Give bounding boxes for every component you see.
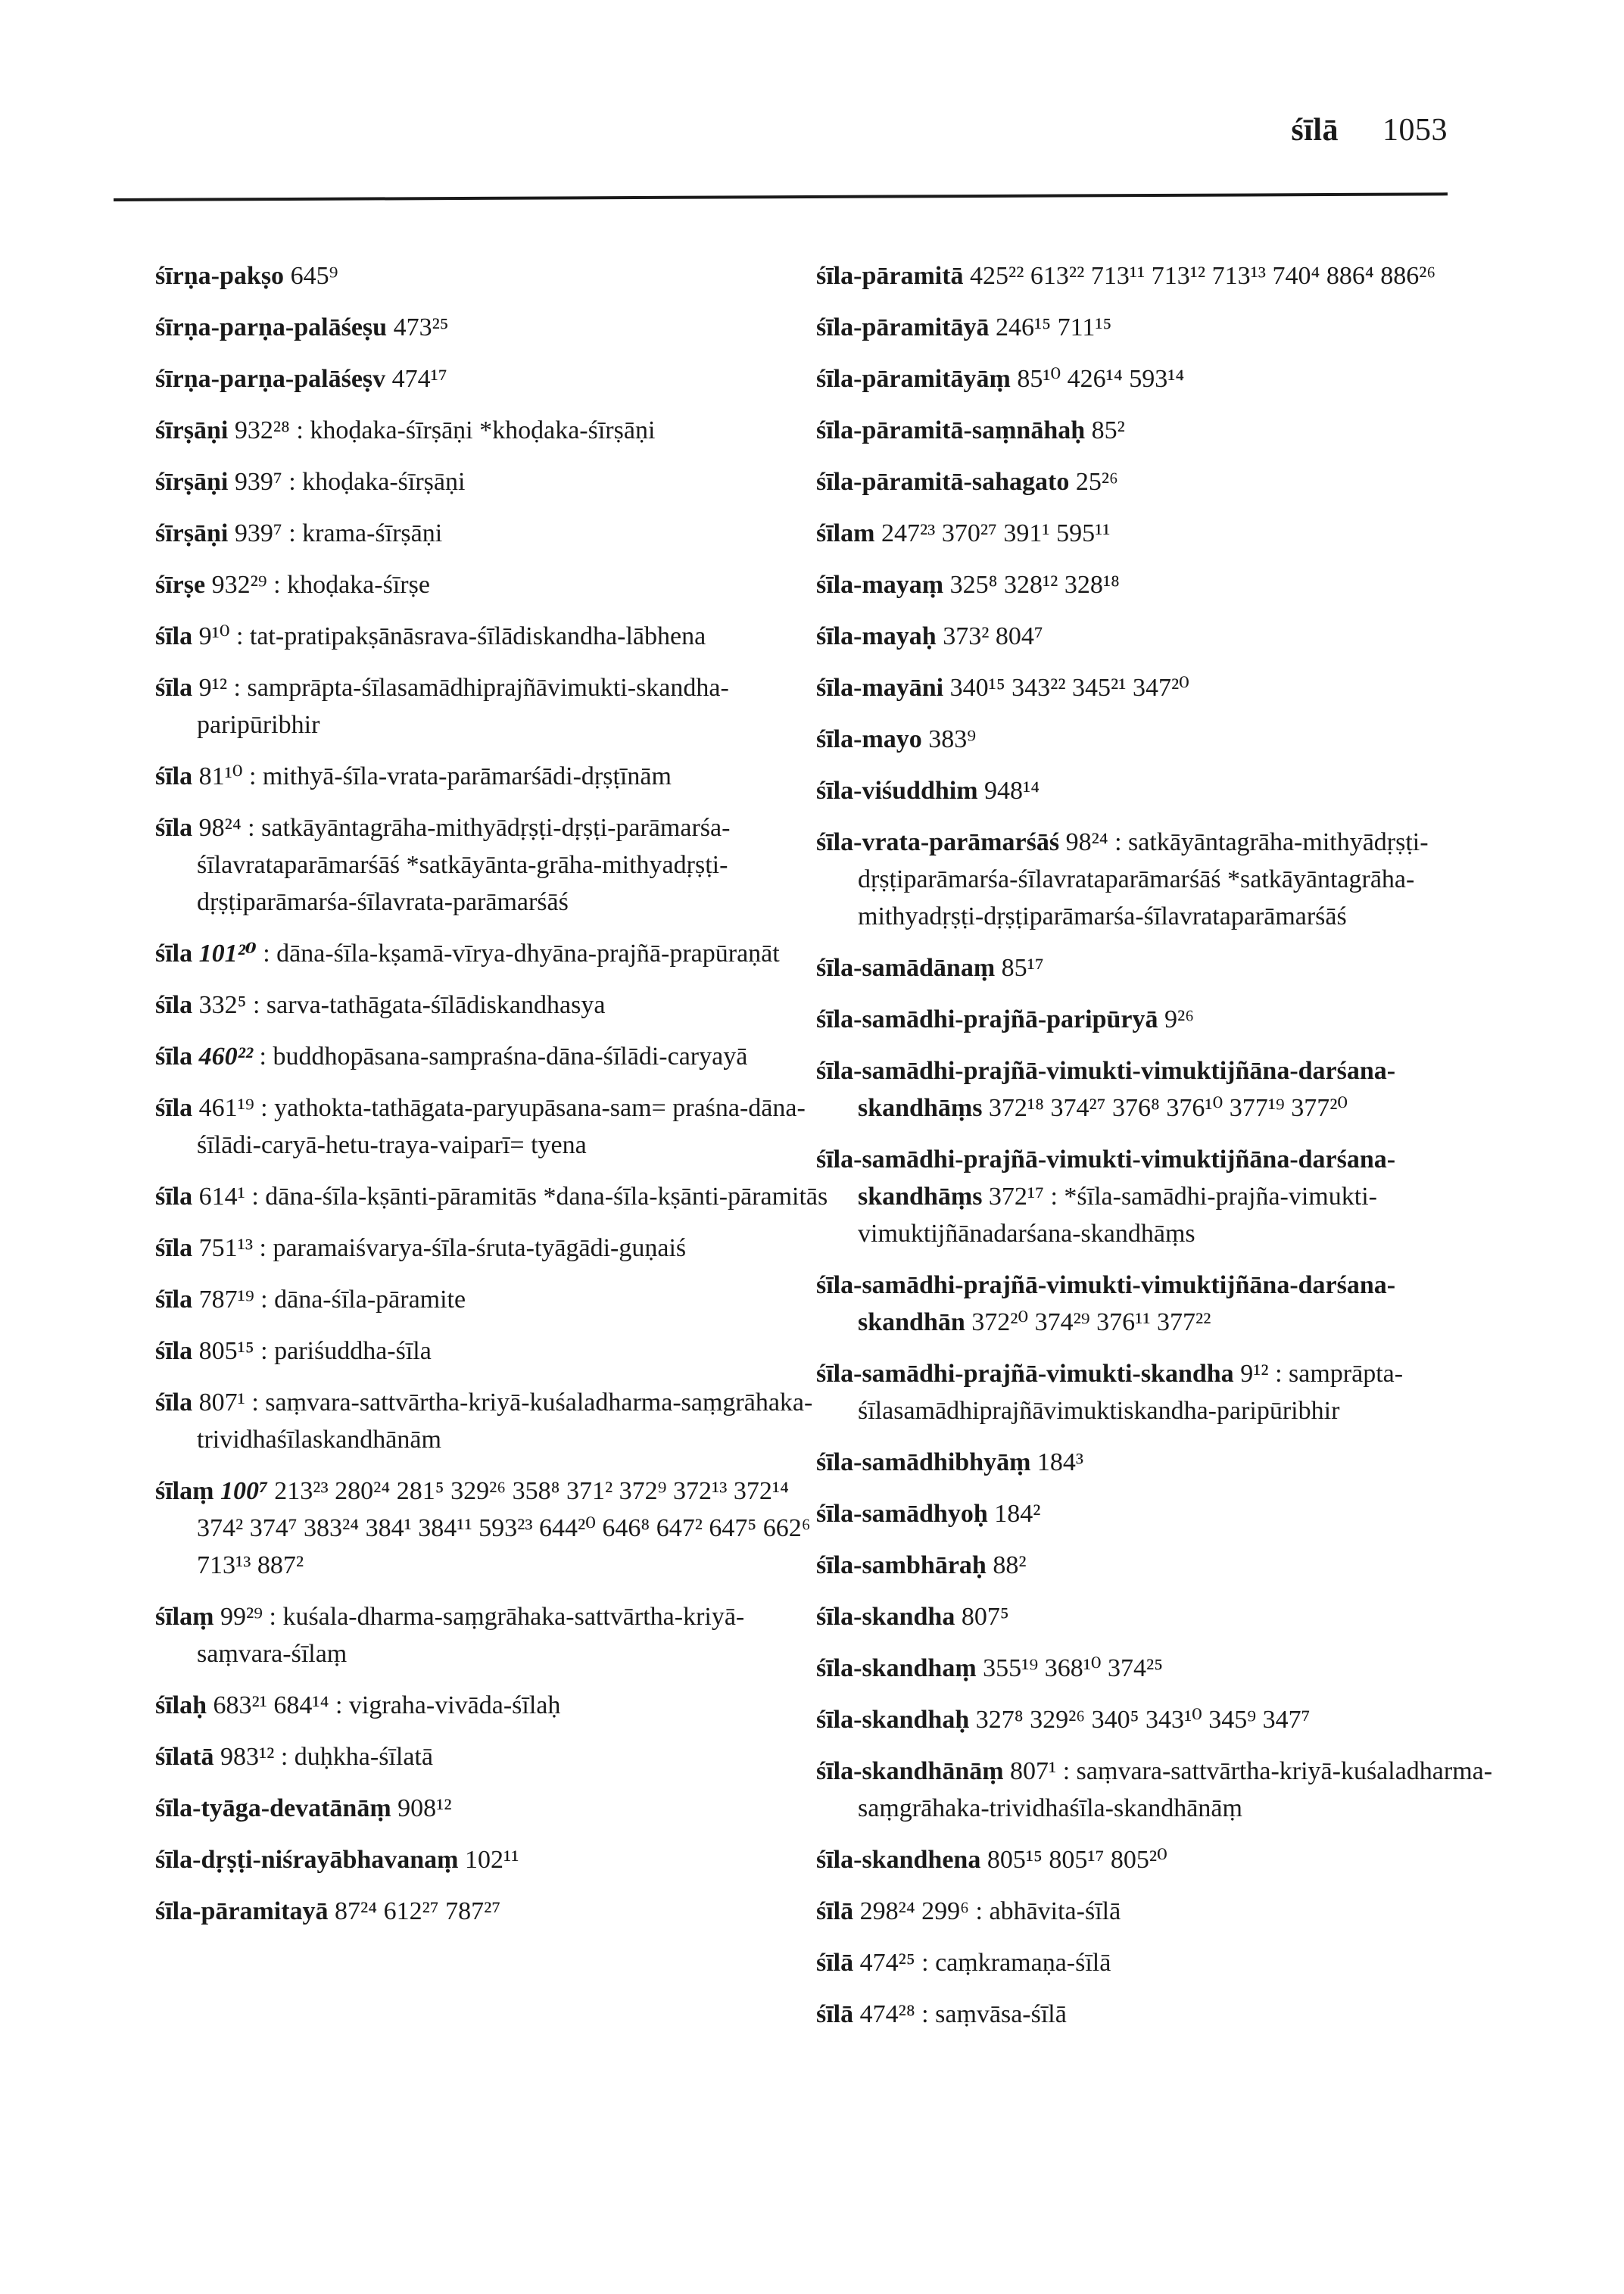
index-entry xyxy=(155,1332,837,1370)
index-entry xyxy=(155,1281,837,1318)
entry-references: 473²⁵ xyxy=(393,313,449,341)
index-entry xyxy=(816,1893,1498,1930)
entry-references: 88² xyxy=(993,1551,1027,1579)
index-entry xyxy=(816,1701,1498,1738)
entry-headword: śīrṣāṇi xyxy=(155,468,229,496)
entry-headword: śīla-samādhibhyāṃ xyxy=(816,1448,1031,1476)
entry-headword: śīla-samādhi-prajñā-paripūryā xyxy=(816,1005,1158,1033)
entry-headword: śīrṣāṇi xyxy=(155,519,229,547)
index-entry xyxy=(816,1841,1498,1878)
index-entry xyxy=(155,618,837,655)
index-entry xyxy=(155,1384,837,1458)
index-entry xyxy=(816,1052,1498,1127)
index-entry xyxy=(155,1893,837,1930)
index-entry xyxy=(816,309,1498,346)
index-entry xyxy=(155,463,837,500)
entry-headword: śīla-skandhaḥ xyxy=(816,1706,970,1734)
entry-headword: śīla-skandha xyxy=(816,1603,955,1631)
entry-headword: śīla xyxy=(155,674,193,702)
entry-headword: śīla xyxy=(155,1234,193,1262)
entry-references: 939⁷ : khoḍaka-śīrṣāṇi xyxy=(234,468,466,496)
entry-references: 340¹⁵ 343²² 345²¹ 347²⁰ xyxy=(949,674,1189,702)
entry-headword: śīla-samādhyoḥ xyxy=(816,1500,988,1528)
entry-references: 372²⁰ 374²⁹ 376¹¹ 377²² xyxy=(971,1308,1211,1336)
entry-references: 614¹ : dāna-śīla-kṣānti-pāramitās *dana-śīla-kṣānti-pāramitās xyxy=(198,1183,828,1211)
entry-references: 807¹ : saṃvara-sattvārtha-kriyā-kuśaladharma-saṃgrāhaka-trividhaśīlaskandhānām xyxy=(197,1389,813,1454)
entry-references: 9¹⁰ : tat-pratipakṣānāsrava-śīlādiskandha-lābhena xyxy=(198,622,706,650)
entry-headword: śīlaṃ xyxy=(155,1603,214,1631)
entry-headword: śīla xyxy=(155,940,193,968)
entry-references: 461¹⁹ : yathokta-tathāgata-paryupāsana-sam= praśna-dāna-śīlādi-caryā-hetu-traya-vaiparī= tyena xyxy=(197,1094,806,1159)
index-entry xyxy=(155,1841,837,1878)
entry-references: : dāna-śīla-kṣamā-vīrya-dhyāna-prajñā-prapūraṇāt xyxy=(256,940,780,968)
entry-headword: śīrṣāṇi xyxy=(155,416,229,444)
entry-edition-ref: 101²⁰ xyxy=(198,940,257,968)
index-entry xyxy=(155,309,837,346)
entry-references: 98²⁴ : satkāyāntagrāha-mithyādṛṣṭi-dṛṣṭiparāmarśa-śīlavrataparāmarśāś *satkāyāntagrāha-mithyadṛṣṭi-dṛṣṭiparāmarśa-śīlavrataparāmarśāś xyxy=(858,828,1429,930)
index-entry xyxy=(155,1089,837,1164)
entry-headword: śīla-sambhāraḥ xyxy=(816,1551,987,1579)
entry-headword: śīla xyxy=(155,991,193,1019)
entry-references: 474²⁸ : saṃvāsa-śīlā xyxy=(859,2000,1067,2028)
entry-references: 327⁸ 329²⁶ 340⁵ 343¹⁰ 345⁹ 347⁷ xyxy=(975,1706,1311,1734)
entry-references: 948¹⁴ xyxy=(984,777,1040,805)
index-entry xyxy=(816,1944,1498,1981)
entry-references: 99²⁹ : kuśala-dharma-saṃgrāhaka-sattvārtha-kriyā-saṃvara-śīlaṃ xyxy=(197,1603,745,1668)
entry-headword: śīla-pāramitā-saṃnāhaḥ xyxy=(816,416,1086,444)
entry-references: 246¹⁵ 711¹⁵ xyxy=(996,313,1112,341)
entry-references: 85¹⁰ 426¹⁴ 593¹⁴ xyxy=(1017,365,1185,393)
entry-references: : buddhopāsana-sampraśna-dāna-śīlādi-caryayā xyxy=(253,1043,748,1071)
index-entry xyxy=(155,360,837,397)
index-entry xyxy=(155,758,837,795)
page-number: 1053 xyxy=(1382,113,1448,148)
index-entry xyxy=(816,824,1498,935)
index-entry xyxy=(155,809,837,921)
index-entry xyxy=(816,515,1498,552)
entry-edition-ref: 100⁷ xyxy=(220,1477,268,1505)
entry-references: 85² xyxy=(1091,416,1125,444)
index-entry xyxy=(816,949,1498,986)
index-entry xyxy=(816,618,1498,655)
index-entry xyxy=(816,772,1498,809)
index-entry xyxy=(816,1495,1498,1532)
index-entry xyxy=(155,1687,837,1724)
index-entry xyxy=(816,721,1498,758)
entry-references: 184³ xyxy=(1036,1448,1084,1476)
entry-references: 373² 804⁷ xyxy=(943,622,1043,650)
entry-references: 9¹² : samprāpta-śīlasamādhiprajñāvimuktiskandha-paripūribhir xyxy=(858,1360,1404,1425)
entry-references: 807⁵ xyxy=(961,1603,1009,1631)
entry-headword: śīla-samādhi-prajñā-vimukti-vimuktijñāna-darśana-skandhāṃs xyxy=(816,1057,1396,1122)
entry-headword: śīrṣe xyxy=(155,571,206,599)
index-entry xyxy=(816,412,1498,449)
entry-headword: śīla-mayaṃ xyxy=(816,571,944,599)
entry-references: 805¹⁵ 805¹⁷ 805²⁰ xyxy=(987,1846,1167,1874)
entry-references: 474¹⁷ xyxy=(391,365,447,393)
index-entry xyxy=(155,515,837,552)
entry-headword: śīla-samādānaṃ xyxy=(816,954,996,982)
entry-headword: śīlaḥ xyxy=(155,1691,207,1719)
entry-references: 9¹² : samprāpta-śīlasamādhiprajñāvimukti-skandha-paripūribhir xyxy=(197,674,729,739)
index-entry xyxy=(816,1547,1498,1584)
entry-headword: śīla-tyāga-devatānāṃ xyxy=(155,1794,391,1822)
entry-references: 87²⁴ 612²⁷ 787²⁷ xyxy=(335,1897,501,1925)
index-entry xyxy=(155,1598,837,1672)
entry-headword: śīla-pāramitā xyxy=(816,262,964,290)
running-header xyxy=(1291,112,1448,148)
index-entry xyxy=(816,1267,1498,1341)
entry-headword: śīrṇa-parṇa-palāśeṣv xyxy=(155,365,386,393)
index-entry xyxy=(155,935,837,972)
entry-headword: śīla-dṛṣṭi-niśrayābhavanaṃ xyxy=(155,1846,459,1874)
entry-headword: śīla xyxy=(155,762,193,790)
entry-headword: śīla-samādhi-prajñā-vimukti-skandha xyxy=(816,1360,1234,1388)
index-entry xyxy=(816,463,1498,500)
entry-references: 9²⁶ xyxy=(1164,1005,1195,1033)
entry-references: 213²³ 280²⁴ 281⁵ 329²⁶ 358⁸ 371² 372⁹ 372¹³ 372¹⁴ 374² 374⁷ 383²⁴ 384¹ 384¹¹ 593²³ 644²⁰ 646⁸ 647² 647⁵ 662⁶ 713¹³ 887² xyxy=(197,1477,811,1579)
entry-headword: śīla xyxy=(155,1043,193,1071)
entry-references: 645⁹ xyxy=(290,262,338,290)
entry-references: 298²⁴ 299⁶ : abhāvita-śīlā xyxy=(859,1897,1121,1925)
entry-headword: śīla xyxy=(155,814,193,842)
entry-headword: śīla-vrata-parāmarśāś xyxy=(816,828,1060,856)
entry-headword: śīla-samādhi-prajñā-vimukti-vimuktijñāna-darśana-skandhāṃs xyxy=(816,1145,1396,1211)
entry-references: 372¹⁷ : *śīla-samādhi-prajña-vimukti-vimuktijñānadarśana-skandhāṃs xyxy=(858,1183,1377,1248)
entry-references: 683²¹ 684¹⁴ : vigraha-vivāda-śīlaḥ xyxy=(213,1691,561,1719)
entry-headword: śīla xyxy=(155,1337,193,1365)
entry-references: 332⁵ : sarva-tathāgata-śīlādiskandhasya xyxy=(198,991,606,1019)
entry-references: 355¹⁹ 368¹⁰ 374²⁵ xyxy=(983,1654,1164,1682)
index-entry xyxy=(155,1738,837,1775)
index-entry xyxy=(816,257,1498,295)
entry-headword: śīla-pāramitā-sahagato xyxy=(816,468,1070,496)
index-entry xyxy=(155,1038,837,1075)
entry-headword: śīla-mayo xyxy=(816,725,922,753)
entry-headword: śīlā xyxy=(816,1897,854,1925)
index-entry xyxy=(816,1444,1498,1481)
index-entry xyxy=(155,1790,837,1827)
entry-references: 184² xyxy=(994,1500,1041,1528)
entry-edition-ref: 460²² xyxy=(198,1043,254,1071)
entry-references: 81¹⁰ : mithyā-śīla-vrata-parāmarśādi-dṛṣṭīnām xyxy=(198,762,672,790)
entry-headword: śīla-pāramitayā xyxy=(155,1897,329,1925)
entry-references: 98²⁴ : satkāyāntagrāha-mithyādṛṣṭi-dṛṣṭi-parāmarśa-śīlavrataparāmarśāś *satkāyānta-grāha-mithyadṛṣṭi-dṛṣṭiparāmarśa-śīlavrata-parāmarśāś xyxy=(197,814,731,916)
entry-headword: śīrṇa-pakṣo xyxy=(155,262,285,290)
entry-headword: śīla-skandhena xyxy=(816,1846,981,1874)
index-entry xyxy=(816,1753,1498,1827)
entry-headword: śīrṇa-parṇa-palāśeṣu xyxy=(155,313,388,341)
entry-headword: śīla-mayaḥ xyxy=(816,622,937,650)
entry-references: 908¹² xyxy=(397,1794,452,1822)
index-entry xyxy=(155,566,837,603)
index-entry xyxy=(816,1650,1498,1687)
index-entry xyxy=(816,1996,1498,2033)
index-entry xyxy=(816,566,1498,603)
index-entry xyxy=(155,257,837,295)
entry-headword: śīla-pāramitāyāṃ xyxy=(816,365,1011,393)
entry-headword: śīla xyxy=(155,1094,193,1122)
entry-references: 939⁷ : krama-śīrṣāṇi xyxy=(234,519,443,547)
entry-references: 85¹⁷ xyxy=(1001,954,1044,982)
entry-headword: śīlā xyxy=(816,1949,854,1977)
entry-headword: śīla-samādhi-prajñā-vimukti-vimuktijñāna-darśana-skandhān xyxy=(816,1271,1396,1336)
entry-references: 932²⁹ : khoḍaka-śīrṣe xyxy=(211,571,430,599)
entry-headword: śīlā xyxy=(816,2000,854,2028)
entry-references: 25²⁶ xyxy=(1075,468,1118,496)
index-entry xyxy=(155,1230,837,1267)
entry-headword: śīla-viśuddhim xyxy=(816,777,978,805)
entry-headword: śīla-pāramitāyā xyxy=(816,313,990,341)
index-entry xyxy=(155,986,837,1024)
header-headword: śīlā xyxy=(1291,113,1339,148)
index-entry xyxy=(816,1141,1498,1252)
entry-headword: śīla-mayāni xyxy=(816,674,944,702)
index-entry xyxy=(816,360,1498,397)
entry-references: 102¹¹ xyxy=(465,1846,519,1874)
entry-headword: śīla xyxy=(155,1183,193,1211)
index-entry xyxy=(816,1598,1498,1635)
entry-headword: śīlam xyxy=(816,519,875,547)
entry-headword: śīla-skandhaṃ xyxy=(816,1654,977,1682)
entry-headword: śīlatā xyxy=(155,1743,214,1771)
entry-references: 247²³ 370²⁷ 391¹ 595¹¹ xyxy=(881,519,1111,547)
index-entry xyxy=(155,669,837,743)
entry-references: 751¹³ : paramaiśvarya-śīla-śruta-tyāgādi-guṇaiś xyxy=(198,1234,687,1262)
entry-headword: śīla xyxy=(155,1286,193,1314)
entry-headword: śīla xyxy=(155,622,193,650)
entry-references: 474²⁵ : caṃkramaṇa-śīlā xyxy=(859,1949,1111,1977)
left-column xyxy=(155,257,837,1944)
header-rule xyxy=(114,192,1448,201)
right-column xyxy=(816,257,1498,2047)
entry-references: 787¹⁹ : dāna-śīla-pāramite xyxy=(198,1286,466,1314)
index-entry xyxy=(816,669,1498,706)
index-entry xyxy=(155,412,837,449)
entry-references: 325⁸ 328¹² 328¹⁸ xyxy=(949,571,1120,599)
entry-references: 383⁹ xyxy=(928,725,977,753)
index-entry xyxy=(816,1355,1498,1429)
entry-references: 807¹ : saṃvara-sattvārtha-kriyā-kuśaladharma-saṃgrāhaka-trividhaśīla-skandhānāṃ xyxy=(858,1757,1493,1822)
index-entry xyxy=(816,1001,1498,1038)
entry-references: 983¹² : duḥkha-śīlatā xyxy=(220,1743,433,1771)
entry-headword: śīla xyxy=(155,1389,193,1417)
entry-references: 805¹⁵ : pariśuddha-śīla xyxy=(198,1337,432,1365)
index-entry xyxy=(155,1473,837,1584)
entry-references: 372¹⁸ 374²⁷ 376⁸ 376¹⁰ 377¹⁹ 377²⁰ xyxy=(988,1094,1348,1122)
entry-references: 425²² 613²² 713¹¹ 713¹² 713¹³ 740⁴ 886⁴ 886²⁶ xyxy=(970,262,1436,290)
entry-references: 932²⁸ : khoḍaka-śīrṣāṇi *khoḍaka-śīrṣāṇi xyxy=(234,416,656,444)
entry-headword: śīlaṃ xyxy=(155,1477,214,1505)
entry-headword: śīla-skandhānāṃ xyxy=(816,1757,1004,1785)
index-entry xyxy=(155,1178,837,1215)
